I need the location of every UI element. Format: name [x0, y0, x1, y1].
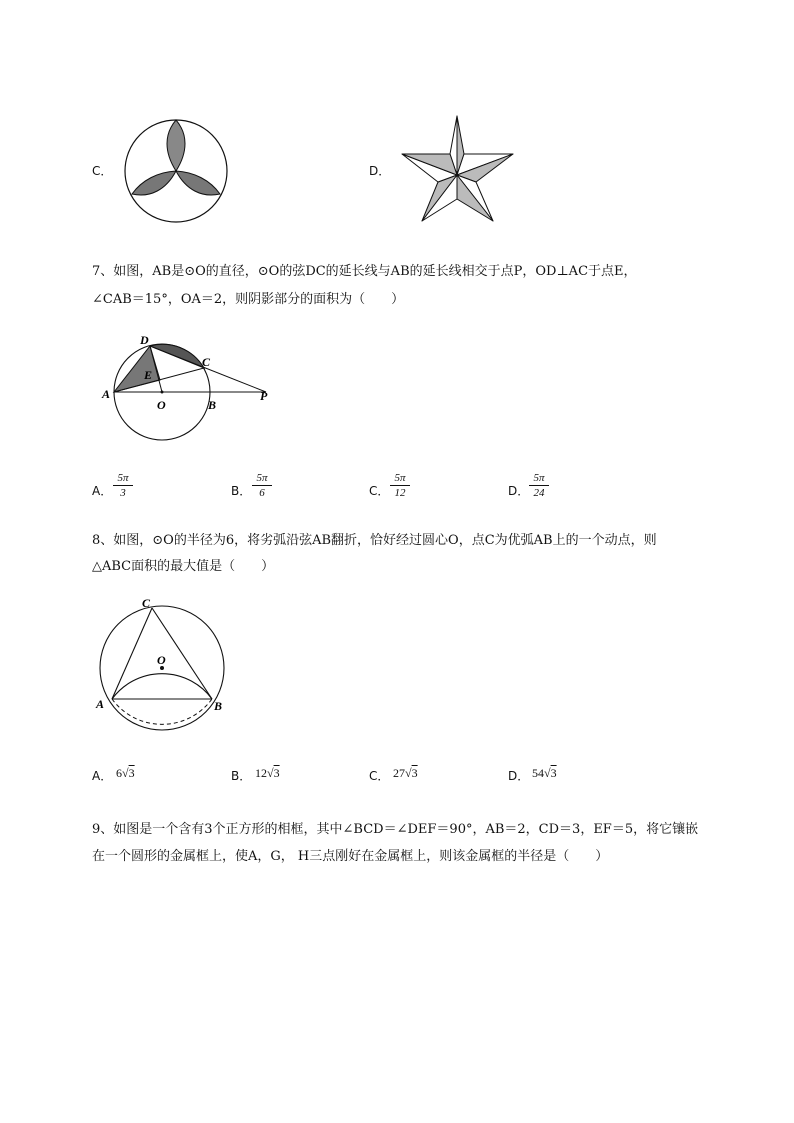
q8-option-b-rad: 3	[273, 766, 280, 780]
q7-label-P: P	[260, 389, 268, 403]
q7-option-a-value	[113, 472, 133, 499]
q7-option-a-den: 3	[120, 487, 126, 499]
q7-shade-triangle	[114, 346, 160, 392]
q8-side-AC	[112, 608, 152, 699]
q8-option-d-label: D．	[508, 769, 530, 783]
q8-option-a-label: A．	[92, 769, 113, 783]
q7-option-c-value	[390, 472, 410, 499]
q7-option-c-label: C．	[369, 484, 390, 498]
q8-option-a-value	[116, 766, 135, 781]
q7-option-d-label: D．	[508, 484, 530, 498]
q8-figure	[92, 592, 242, 740]
q8-option-a-rad: 3	[128, 766, 135, 780]
sqrt-icon: √	[267, 766, 274, 780]
q8-arc-dashed	[112, 699, 212, 724]
q8-option-b-coef: 12	[255, 766, 267, 780]
q8-label-C: C	[142, 596, 151, 610]
q7-line-DP	[150, 346, 266, 392]
q6-option-c-figure	[120, 114, 232, 226]
q7-figure	[96, 330, 286, 450]
q7-option-b-value	[252, 472, 272, 499]
q7-option-c-num: 5π	[394, 472, 406, 484]
q7-option-d-num: 5π	[533, 472, 545, 484]
q7-option-d-value	[529, 472, 549, 499]
q8-label-O: O	[157, 653, 166, 667]
q9-question-line1: 9、如图是一个含有3个正方形的相框，其中∠BCD＝∠DEF＝90°，AB＝2，CD＝3，EF＝5，将它镶嵌	[92, 822, 699, 837]
q7-label-B: B	[208, 398, 217, 412]
q9-question-line2: 在一个圆形的金属框上，使A，G， H三点刚好在金属框上，则该金属框的半径是（ ）	[92, 849, 609, 864]
q7-option-b-den: 6	[259, 487, 265, 499]
q7-label-C: C	[202, 355, 211, 369]
q7-option-b-num: 5π	[256, 472, 268, 484]
q7-point-O	[161, 391, 164, 394]
q7-option-a-num: 5π	[117, 472, 129, 484]
sqrt-icon: √	[122, 766, 129, 780]
q7-label-O: O	[157, 398, 166, 412]
sqrt-icon: √	[544, 766, 551, 780]
q7-option-c-den: 12	[394, 487, 406, 499]
q8-option-c-value	[393, 766, 418, 781]
q8-arc-folded	[112, 674, 212, 699]
q8-option-d-rad: 3	[550, 766, 557, 780]
q7-question-line2: ∠CAB＝15°，OA＝2，则阴影部分的面积为（ ）	[92, 292, 405, 307]
q7-option-a-label: A．	[92, 484, 113, 498]
q8-option-a-coef: 6	[116, 766, 122, 780]
q7-question-line1: 7、如图，AB是⊙O的直径，⊙O的弦DC的延长线与AB的延长线相交于点P，OD⊥AC于点E，	[92, 264, 637, 279]
q8-option-d-value	[532, 766, 557, 781]
q8-label-B: B	[214, 699, 223, 713]
q7-option-b-label: B．	[231, 484, 252, 498]
q7-label-E: E	[144, 368, 153, 382]
q6-option-c-label: C．	[92, 164, 113, 178]
q7-label-A: A	[102, 387, 111, 401]
q8-option-d-coef: 54	[532, 766, 544, 780]
q8-arc-cover	[112, 699, 212, 724]
q8-option-b-label: B．	[231, 769, 252, 783]
q7-option-d-den: 24	[533, 487, 545, 499]
q8-label-A: A	[96, 697, 105, 711]
q8-question-line1: 8、如图，⊙O的半径为6，将劣弧沿弦AB翻折，恰好经过圆心O，点C为优弧AB上的一个动点，则	[92, 533, 657, 548]
q7-label-D: D	[140, 333, 149, 347]
q8-option-c-label: C．	[369, 769, 390, 783]
q6-option-d-figure	[400, 114, 516, 224]
sqrt-icon: √	[405, 766, 412, 780]
q8-option-c-rad: 3	[411, 766, 418, 780]
q8-option-c-coef: 27	[393, 766, 405, 780]
q6-option-d-label: D．	[369, 164, 391, 178]
q8-option-b-value	[255, 766, 280, 781]
q8-question-line2: △ABC面积的最大值是（ ）	[92, 559, 275, 574]
